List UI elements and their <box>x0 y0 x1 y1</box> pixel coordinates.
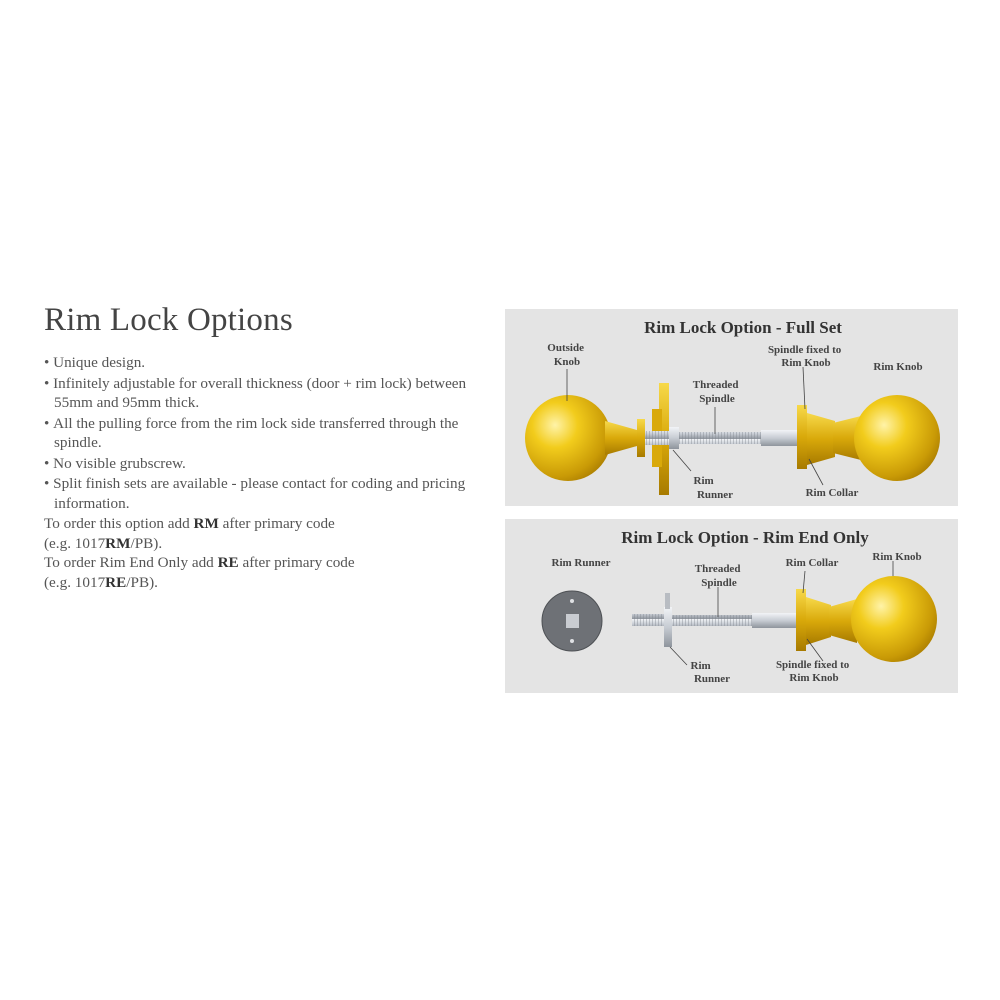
label-rim-knob: Rim Knob <box>873 361 923 373</box>
label-rim-knob: Rim Knob <box>872 551 922 563</box>
rim-runner <box>669 427 679 449</box>
label-rim-runner-disc: Rim Runner <box>551 557 611 569</box>
outside-knob <box>525 395 637 481</box>
label-threaded-spindle: Threaded Spindle <box>694 563 741 589</box>
order-text: after primary code <box>218 515 335 532</box>
order-example: (e.g. 1017 <box>44 573 106 591</box>
label-outside-knob: Outside Knob <box>547 342 584 368</box>
spindle-thread-left <box>645 431 673 445</box>
label-threaded-spindle: Threaded Spindle <box>692 379 739 405</box>
order-example-code: RE <box>105 573 127 591</box>
full-set-diagram-panel <box>505 309 958 506</box>
full-set-diagram <box>505 309 958 506</box>
threaded-spindle <box>672 615 752 626</box>
label-rim-runner: Rim Runner <box>693 475 734 501</box>
order-text: after primary code <box>238 554 355 571</box>
order-code: RM <box>193 515 219 532</box>
rim-runner <box>664 607 672 647</box>
feature-item: • Infinitely adjustable for overall thickness (door + rim lock) between 55mm and 95mm thick. <box>44 374 484 413</box>
order-example: /PB). <box>126 573 158 591</box>
label-rim-collar: Rim Collar <box>805 487 859 499</box>
order-text: To order this option add <box>44 515 194 532</box>
panel-title: Rim Lock Option - Full Set <box>644 318 842 337</box>
square-spindle <box>752 613 798 628</box>
feature-list <box>44 353 484 513</box>
rim-collar <box>796 589 831 651</box>
label-rim-collar: Rim Collar <box>785 557 839 569</box>
feature-item: • Split finish sets are available - please contact for coding and pricing information. <box>44 474 484 513</box>
order-code: RE <box>217 554 239 571</box>
label-spindle-fixed: Spindle fixed to Rim Knob <box>767 344 842 369</box>
threaded-spindle <box>679 432 761 444</box>
order-example: (e.g. 1017 <box>44 534 106 552</box>
rim-knob <box>829 576 937 662</box>
rim-knob <box>833 395 940 481</box>
order-example: /PB). <box>130 534 163 552</box>
rim-end-diagram-panel <box>505 519 958 693</box>
page-title: Rim Lock Options <box>44 302 293 338</box>
order-full-instructions <box>44 514 484 553</box>
label-rim-runner: Rim Runner <box>690 660 731 685</box>
order-text: To order Rim End Only add <box>44 554 218 571</box>
order-end-instructions <box>44 553 484 592</box>
feature-item: • All the pulling force from the rim lock side transferred through the spindle. <box>44 414 484 453</box>
rim-runner-tab <box>665 593 670 609</box>
rim-runner-disc <box>542 591 602 651</box>
panel-title: Rim Lock Option - Rim End Only <box>621 528 869 547</box>
label-spindle-fixed: Spindle fixed to Rim Knob <box>775 659 850 684</box>
feature-item: • Unique design. <box>44 353 484 373</box>
order-example-code: RM <box>105 534 131 552</box>
rim-end-diagram <box>505 519 958 693</box>
rim-collar <box>797 405 835 469</box>
spindle-thread-left <box>632 614 666 626</box>
feature-item: • No visible grubscrew. <box>44 454 484 474</box>
description-column <box>44 302 484 592</box>
